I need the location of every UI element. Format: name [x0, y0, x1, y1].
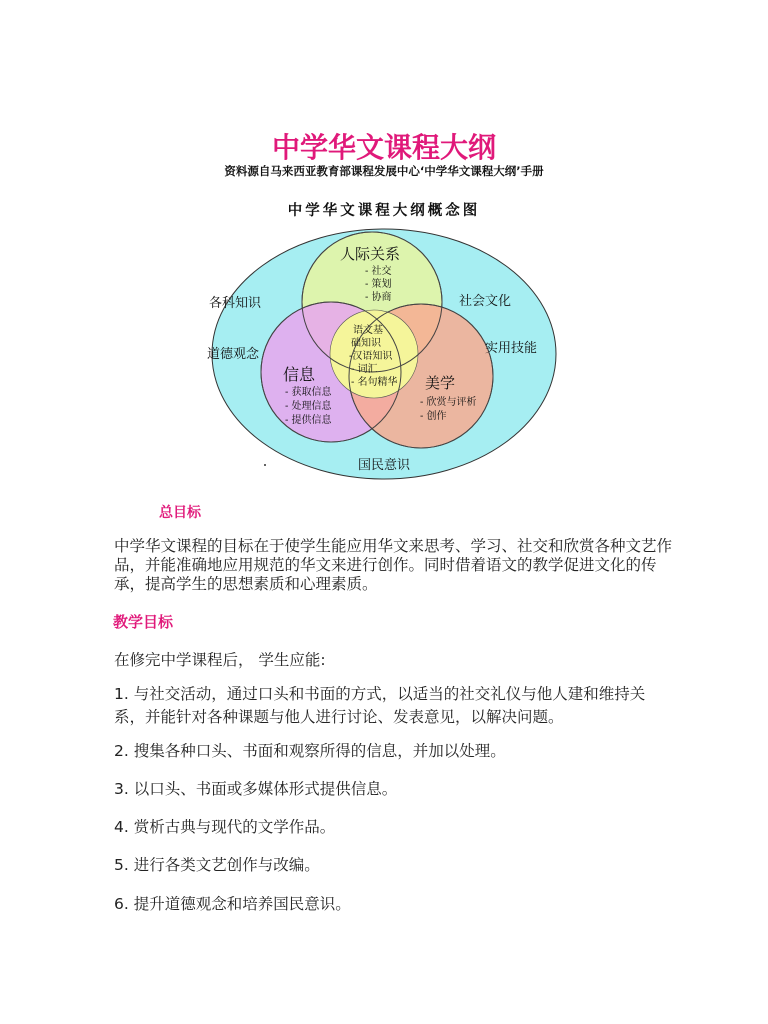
- objective-text: 与社交活动，通过口头和书面的方式，以适当的社交礼仪与他人建和维持关系，并能针对各种课题与他人进行讨论、发表意见，以解决问题。: [114, 685, 646, 726]
- goal-paragraph: 中学华文课程的目标在于使学生能应用华文来思考、学习、社交和欣赏各种文艺作品，并能准确地应用规范的华文来进行创作。同时借着语文的教学促进文化的传承，提高学生的思想素质和心理素质。: [114, 537, 673, 593]
- interpersonal-item: - 社交: [365, 266, 392, 277]
- aesthetics-item: - 创作: [420, 411, 447, 422]
- objective-text: 搜集各种口头、书面和观察所得的信息，并加以处理。: [133, 742, 506, 760]
- objective-number: 1.: [114, 685, 129, 703]
- teaching-objectives-heading: 教学目标: [113, 613, 174, 631]
- objective-number: 6.: [114, 895, 129, 913]
- objective-number: 3.: [114, 780, 129, 798]
- information-item: - 处理信息: [285, 401, 332, 412]
- objective-text: 以口头、书面或多媒体形式提供信息。: [133, 780, 398, 798]
- objective-item: [114, 893, 674, 916]
- objective-item: [114, 816, 674, 839]
- information-title: 信息: [283, 365, 316, 384]
- information-item: - 获取信息: [285, 387, 332, 398]
- aesthetics-item: - 欣赏与评析: [420, 397, 477, 408]
- objective-text: 赏析古典与现代的文学作品。: [133, 818, 336, 836]
- objective-text: 提升道德观念和培养国民意识。: [133, 895, 351, 913]
- center-line: - 词汇: [351, 364, 378, 375]
- interpersonal-item: - 策划: [365, 279, 392, 290]
- center-line: - 名句精华: [351, 377, 398, 388]
- objective-text: 进行各类文艺创作与改编。: [133, 856, 320, 874]
- objective-number: 5.: [114, 856, 129, 874]
- stray-dot: [264, 464, 266, 466]
- center-line: 语文基: [353, 325, 383, 336]
- goal-heading: 总目标: [159, 505, 201, 521]
- label-subject-knowledge: 各科知识: [209, 296, 262, 311]
- information-item: - 提供信息: [285, 415, 332, 426]
- objective-number: 4.: [114, 818, 129, 836]
- concept-diagram: [203, 194, 565, 482]
- objective-item: [114, 683, 674, 729]
- interpersonal-title: 人际关系: [339, 245, 401, 263]
- label-social-culture: 社会文化: [459, 294, 512, 309]
- objective-item: [114, 740, 674, 763]
- page-title: 中学华文课程大纲: [271, 131, 496, 164]
- diagram-heading: 中学华文课程大纲概念图: [287, 202, 481, 219]
- objective-number: 2.: [114, 742, 129, 760]
- aesthetics-title: 美学: [425, 374, 456, 392]
- center-line: -汉语知识: [349, 351, 393, 362]
- interpersonal-item: - 协商: [365, 292, 392, 303]
- objective-item: [114, 778, 674, 801]
- center-line: 础知识: [351, 338, 381, 349]
- label-national-awareness: 国民意识: [357, 458, 411, 473]
- label-moral-values: 道德观念: [207, 347, 260, 362]
- source-note: 资料源自马来西亚教育部课程发展中心‘中学华文课程大纲’手册: [224, 164, 544, 178]
- objective-item: [114, 854, 674, 877]
- objectives-intro: 在修完中学课程后， 学生应能:: [114, 651, 326, 669]
- label-practical-skills: 实用技能: [485, 341, 538, 356]
